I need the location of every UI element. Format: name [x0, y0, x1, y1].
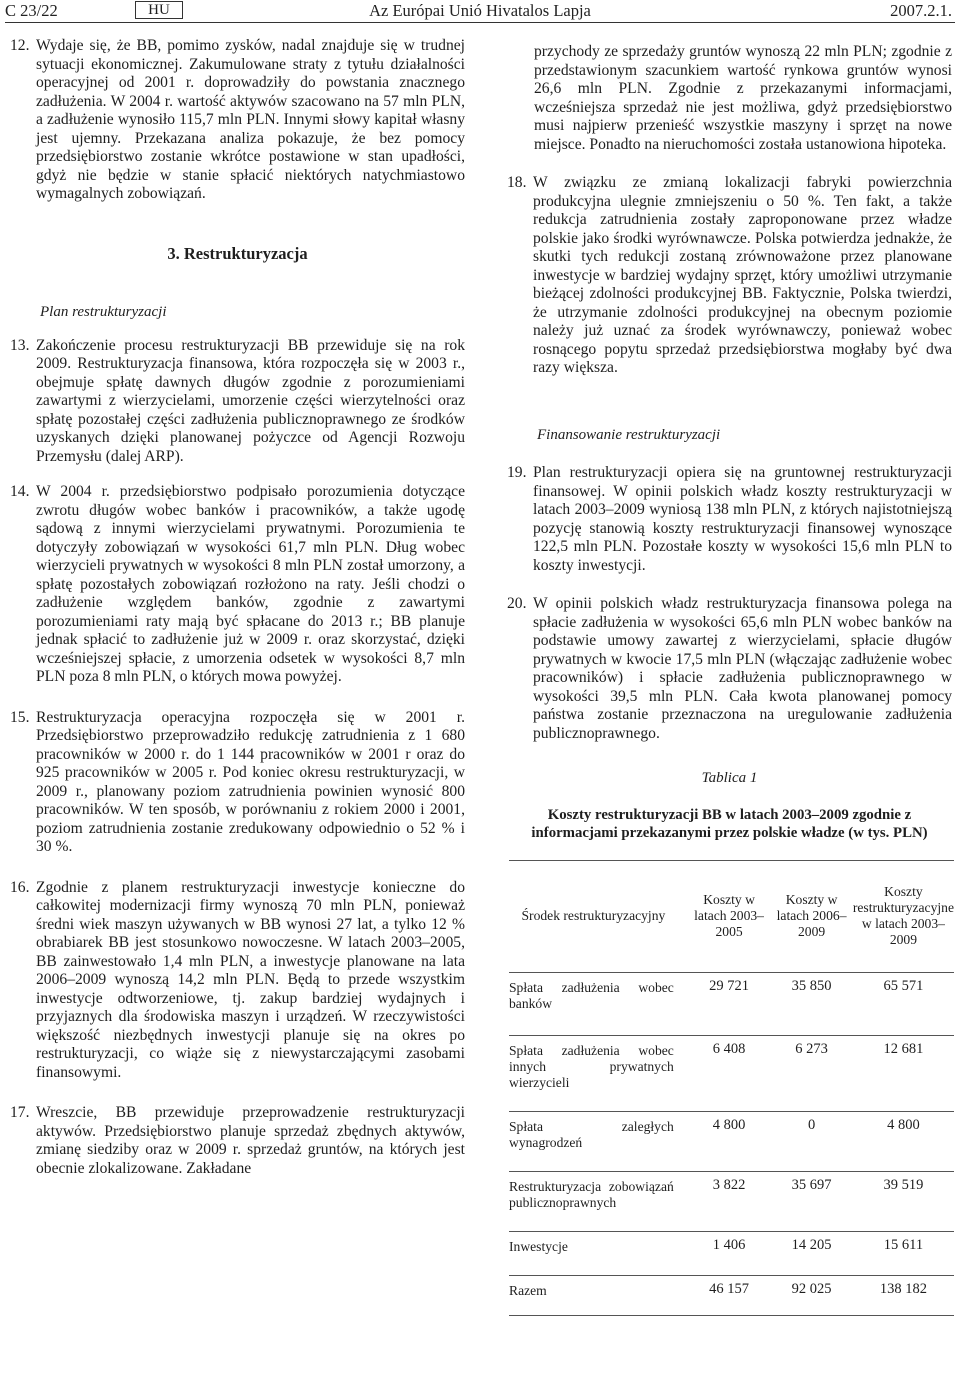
table-row	[509, 972, 954, 1035]
column-header: Środek restrukturyzacyjny	[521, 908, 666, 923]
paragraph-number: 17.	[10, 1104, 30, 1121]
paragraph-text: W związku ze zmianą lokalizacji fabryki powierzchnia produkcyjna ulegnie zmniejszeniu o 50 %. Ten fakt, a także redukcja zatrudnienia zostały zaproponowane przez władze polskie jako środki wyrównawcze. Polska potwierdza jednakże, że skutki tych redukcji zostaną zrównoważone przez planowane inwestycje w bardziej wydajny sprzęt, który umożliwi utrzymanie bieżącej zdolności produkcyjnej BB. Faktycznie, Polska twierdzi, że utrzymanie zdolności produkcyjnej na obecnym poziomie należy już uznać za środek wyrównawczy, ponieważ wobec rosnącego popytu sprzedaż przedsiębiorstwa mogłaby być dwa razy większa.	[533, 174, 952, 376]
section-title: 3. Restrukturyzacja	[167, 243, 308, 263]
paragraph-number: 20.	[507, 595, 527, 612]
paragraph-text: Restrukturyzacja operacyjna rozpoczęła się w 2001 r. Przedsiębiorstwo przeprowadziło redukcję zatrudnienia z 1 680 pracowników w 2000 r. do 1 144 pracowników w 2001 r oraz do 925 pracowników w 2005 r. Pod koniec okresu restrukturyzacji, w 2009 r., planowany poziom zatrudnienia powinien wynosić 800 pracowników. W ten sposób, w porównaniu z rokiem 2000 i 2001, poziom zatrudnienia zostanie zredukowany odpowiednio o 52 % i 30 %.	[36, 708, 465, 855]
row-label: Inwestycje	[509, 1238, 568, 1254]
cost-table	[509, 860, 954, 1316]
header-rule	[5, 22, 955, 23]
row-value: 35 850	[791, 977, 832, 994]
table-label: Tablica 1	[701, 770, 758, 786]
table-title: Koszty restrukturyzacji BB w latach 2003–2009 zgodnie z informacjami przekazanymi przez polskie władze (w tys. PLN)	[531, 806, 928, 841]
paragraph-text: Wydaje się, że BB, pomimo zysków, nadal znajduje się w trudnej sytuacji ekonomicznej. Zakumulowane straty z tytułu działalności operacyjnej od 2001 r. doprowadziły do powstania znacznego zadłużenia. W 2004 r. wartość aktywów szacowano na 57 mln PLN, a zadłużenie wynosiło 115,7 mln PLN. Innymi słowy kapitał własny jest ujemny. Przekazana analiza pokazuje, że bez pomocy przedsiębiorstwo zostanie wkrótce postawione w stan upadłości, gdyż nie będzie w stanie spłacić niektórych natychmiastowo wymagalnych zobowiązań.	[36, 37, 465, 202]
table-row	[509, 1171, 954, 1231]
right-column	[507, 43, 952, 1316]
row-label: Spłata zadłużenia wobec innych prywatnych wierzycieli	[509, 1042, 674, 1090]
paragraph-16	[10, 879, 465, 1083]
publication-date: 2007.2.1.	[890, 1, 952, 20]
row-value: 65 571	[883, 977, 924, 994]
row-value: 35 697	[791, 1176, 832, 1193]
table-row	[509, 1035, 954, 1111]
row-label: Razem	[509, 1282, 547, 1298]
paragraph-number: 19.	[507, 464, 527, 481]
paragraph-13	[10, 337, 465, 467]
row-label: Spłata zaległych wynagrodzeń	[509, 1118, 674, 1150]
page-reference: C 23/22	[5, 1, 58, 20]
row-value: 4 800	[887, 1116, 920, 1133]
paragraph-12	[10, 37, 465, 204]
paragraph-number: 16.	[10, 878, 30, 896]
paragraph-number: 14.	[10, 483, 30, 500]
paragraph-17	[10, 1104, 465, 1178]
row-value: 6 408	[712, 1040, 746, 1057]
table-row-total	[509, 1275, 954, 1315]
paragraph-text: Zakończenie procesu restrukturyzacji BB przewiduje się na rok 2009. Restrukturyzacja finansowa, która rozpoczęła się w 2003 r., obejmuje spłatę dawnych długów zgodnie z porozumieniami zawartymi z wierzycielami, umorzenie części wierzytelności oraz spłatę pozostałej części zadłużenia publicznoprawnego ze środków uzyskanych dzięki planowanej pożyczce od Agencji Rozwoju Przemysłu (dalej ARP).	[36, 336, 465, 465]
row-value: 6 273	[795, 1040, 828, 1057]
row-label: Spłata zadłużenia wobec banków	[509, 979, 674, 1011]
table-row	[509, 1231, 954, 1275]
page-header	[0, 0, 960, 22]
subheading-plan: Plan restrukturyzacji	[40, 304, 167, 320]
row-value: 46 157	[709, 1280, 749, 1297]
row-value: 1 406	[712, 1236, 746, 1253]
journal-title: Az Európai Unió Hivatalos Lapja	[369, 1, 591, 20]
row-label: Restrukturyzacja zobowiązań publicznoprawnych	[509, 1178, 674, 1210]
paragraph-number: 13.	[10, 336, 30, 354]
row-value: 14 205	[791, 1236, 832, 1253]
paragraph-17-continued: przychody ze sprzedaży gruntów wynoszą 22 mln PLN; zgodnie z przedstawionym szacunkiem wartość rynkowa gruntów wynosi 26,6 mln PLN. Zgodnie z przekazanymi informacjami, wcześniejsza sprzedaż nie jest możliwa, gdyż przedsiębiorstwo musi najpierw przenieść wszystkie maszyny i sprzęt na nowe miejsce. Ponadto na nieruchomości została ustanowiona hipoteka.	[534, 43, 952, 153]
subheading-financing: Finansowanie restrukturyzacji	[537, 426, 721, 443]
row-value: 12 681	[883, 1040, 924, 1057]
paragraph-text: Wreszcie, BB przewiduje przeprowadzenie restrukturyzacji aktywów. Przedsiębiorstwo planuje sprzedaż zbędnych aktywów, zmianę siedziby oraz w 2009 r. sprzedaż gruntów, na których jest obecnie zlokalizowane. Zakładane	[36, 1104, 465, 1177]
paragraph-14	[10, 483, 465, 687]
paragraph-15	[10, 709, 465, 857]
paragraph-text: W opinii polskich władz restrukturyzacja finansowa polega na spłacie zadłużenia w wysokości 65,6 mln PLN wobec banków na podstawie umowy zawartej z wierzycielami, spłacie długów prywatnych w kwocie 17,5 mln PLN (włączając zadłużenie wobec pracowników) i spłacie zadłużenia publicznoprawnego w wysokości 39,5 mln PLN. Cała kwota planowanej pomocy państwa zostanie przeznaczona na uregulowanie zadłużenia publicznoprawnego.	[533, 595, 952, 742]
paragraph-text: Zgodnie z planem restrukturyzacji inwestycje konieczne do całkowitej modernizacji firmy wynoszą 70 mln PLN, ponieważ średni wiek maszyn używanych w BB wynosi 27 lat, a tylko 12 % obrabiarek BB jest stosunkowo nowoczesne. W latach 2003–2005, BB zainwestowało 1,4 mln PLN, a inwestycje planowane na lata 2006–2009 wynoszą 14,2 mln PLN. Będą to przede wszystkim inwestycje odtworzeniowe, tj. zakup bardziej wydajnych i przyjaznych dla środowiska maszyn i urządzeń. W rzeczywistości większość niezbędnych inwestycji planuje się na okres po restrukturyzacji, co wiąże się z niewystarczającymi zasobami finansowymi.	[36, 878, 465, 1081]
paragraph-number: 15.	[10, 708, 30, 726]
row-value: 92 025	[791, 1280, 832, 1297]
paragraph-19	[507, 464, 952, 575]
paragraph-text: W 2004 r. przedsiębiorstwo podpisało porozumienia dotyczące zwrotu długów wobec banków i pracowników, a także ugodę sądową z innymi wierzycielami prywatnymi. Porozumienia te dotyczyły zobowiązań w wysokości 61,7 mln PLN. Dług wobec wierzycieli prywatnych w wysokości 8 mln PLN został umorzony, a spłatę pozostałych zobowiązań rozłożono na raty. Jeśli chodzi o zadłużenie względem banków, zgodnie z zawartymi porozumieniami raty mają być spłacane do 2013 r.; BB planuje jednak spłacić to zadłużenie już w 2009 r. oraz skorzystać, dzięki wcześniejszej spłacie, z umorzenia odsetek w wysokości 8,7 mln PLN poza 8 mln PLN, o których mowa powyżej.	[36, 483, 465, 685]
row-value: 0	[807, 1116, 816, 1133]
column-header: Koszty w latach 2003–2005	[694, 892, 764, 939]
row-value: 39 519	[883, 1176, 924, 1193]
paragraph-number: 18.	[507, 174, 527, 191]
row-value: 4 800	[712, 1116, 746, 1133]
column-header: Koszty w latach 2006–2009	[776, 892, 847, 939]
table-header-row	[509, 860, 954, 972]
paragraph-number: 12.	[10, 37, 30, 54]
row-value: 15 611	[883, 1236, 924, 1253]
language-badge: HU	[135, 1, 183, 19]
table-row	[509, 1111, 954, 1171]
row-value: 3 822	[712, 1176, 746, 1193]
row-value: 29 721	[709, 977, 749, 994]
row-value: 138 182	[879, 1280, 927, 1297]
column-header: Koszty restrukturyzacyjne w latach 2003–2009	[852, 884, 954, 947]
left-column	[10, 37, 465, 1178]
paragraph-20	[507, 595, 952, 743]
paragraph-18	[507, 174, 952, 378]
paragraph-text: Plan restrukturyzacji opiera się na gruntownej restrukturyzacji finansowej. W opinii polskich władz koszty restrukturyzacji w latach 2003–2009 wyniosą 138 mln PLN, z których najistotniejszą pozycję stanowią koszty restrukturyzacji finansowej wynoszące 122,5 mln PLN. Pozostałe koszty w wysokości 15,6 mln PLN to koszty inwestycji.	[533, 464, 952, 574]
